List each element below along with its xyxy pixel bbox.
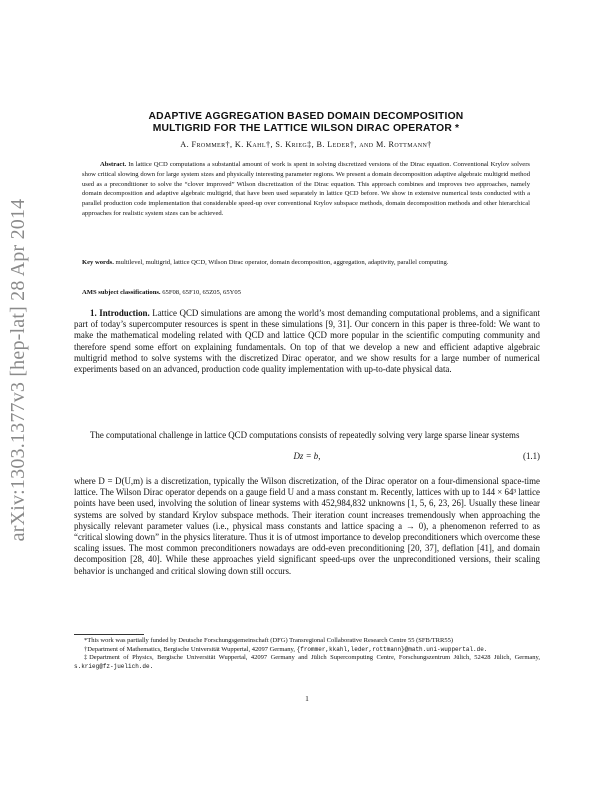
ams-label: AMS subject classifications. [82,289,161,296]
footnote-affiliation-physics [74,654,540,671]
keywords [82,258,530,268]
keywords-label: Key words. [82,259,114,266]
page-number: 1 [305,694,309,703]
arxiv-sidebar [4,160,40,580]
abstract-label: Abstract. [100,161,127,168]
equation-number: (1.1) [522,451,540,461]
footnote-math-email: {frommer,kkahl,leder,rottmann}@math.uni-wuppertal.de. [296,645,488,653]
footnote-affiliation-math [74,646,540,655]
footnote-affiliation-math-text: †Department of Mathematics, Bergische Universität Wuppertal, 42097 Germany, [84,645,295,653]
ams-classifications [82,288,530,298]
abstract-text: In lattice QCD computations a substantial amount of work is spent in solving discretized versions of the Dirac equation. Conventional Krylov solvers show critical slowing down for large system sizes and physically interesting parameter regions. We present a domain decomposition adaptive algebraic multigrid method used as a preconditioner to solve the “clover improved” Wilson discretization of the Dirac equation. This approach combines and improves two approaches, namely domain decomposition and adaptive algebraic multigrid, that have been used separately in lattice QCD before. We show in extensive numerical tests conducted with a parallel production code implementation that considerable speed-up over conventional Krylov subspace methods, domain decomposition methods and other hierarchical approaches for realistic system sizes can be achieved. [82,161,530,217]
keywords-text: multilevel, multigrid, lattice QCD, Wilson Dirac operator, domain decomposition, aggregation, adaptivity, parallel computing. [115,259,449,266]
equation-body: Dz = b, [293,451,321,461]
intro-paragraph-2: The computational challenge in lattice QCD computations consists of repeatedly solving very large sparse linear systems [90,430,520,440]
footnote-physics-email: s.krieg@fz-juelich.de. [74,663,154,671]
arxiv-identifier: arXiv:1303.1377v3 [hep-lat] 28 Apr 2014 [7,198,29,542]
ams-text: 65F08, 65F10, 65Z05, 65Y05 [162,289,241,296]
footnote-affiliation-physics-text: ‡Department of Physics, Bergische Universität Wuppertal, 42097 Germany and Jülich Supercomputing Centre, Forschungszentrum Jülich, 52428 Jülich, Germany, [84,654,540,662]
author-list: A. Frommer†, K. Kahl†, S. Krieg‡, B. Leder†, and M. Rottmann† [180,140,432,149]
abstract [82,160,530,219]
equation-1-1 [74,451,540,463]
intro-paragraph-3: where D = D(U,m) is a discretization, typically the Wilson discretization, of the Dirac operator on a four-dimensional space-time lattice. The Wilson Dirac operator depends on a gauge field U and a mass constant m. Recently, lattices with up to 144 × 64³ lattice points have been used, involving the solution of linear systems with 452,984,832 unknowns [1, 5, 6, 23, 26]. Usually these linear systems are solved by standard Krylov subspace methods. Their iteration count increases tremendously when approaching the physically relevant parameter values (i.e., physical mass constants and lattice spacing a → 0), a phenomenon referred to as “critical slowing down” in the physics literature. Thus it is of utmost importance to develop preconditioners which overcome these scaling issues. The most common preconditioners nowadays are odd-even preconditioning [20, 37], deflation [41], and domain decomposition [28, 40]. While these approaches yield significant speed-ups over the unpreconditioned versions, their scaling behavior is unchanged and critical slowing down still occurs. [74,476,540,576]
paper-title-line-1: ADAPTIVE AGGREGATION BASED DOMAIN DECOMPOSITION [148,111,464,122]
intro-paragraph-1 [74,308,540,375]
footnote-rule [74,634,144,635]
paper-title-line-2: MULTIGRID FOR THE LATTICE WILSON DIRAC OPERATOR * [152,123,460,134]
section-heading: 1. Introduction. [90,308,150,318]
footnotes [74,637,540,672]
footnote-funding: *This work was partially funded by Deutsche Forschungsgemeinschaft (DFG) Transregional Collaborative Research Centre 55 (SFB/TRR55) [84,637,453,644]
intro-paragraph-1-text: Lattice QCD simulations are among the world’s most demanding computational problems, and a significant part of today’s supercomputer resources is spent in these simulations [9, 31]. Our concern in this paper is three-fold: We want to make the mathematical modeling related with QCD and lattice QCD more popular in the scientific computing community and therefore spend some effort on explaining fundamentals. On top of that we develop a new and efficient adaptive algebraic multigrid method to solve systems with the discretized Dirac operator, and we show results for a large number of numerical experiments based on an advanced, production code quality implementation with up-to-date physical data. [74,308,541,375]
